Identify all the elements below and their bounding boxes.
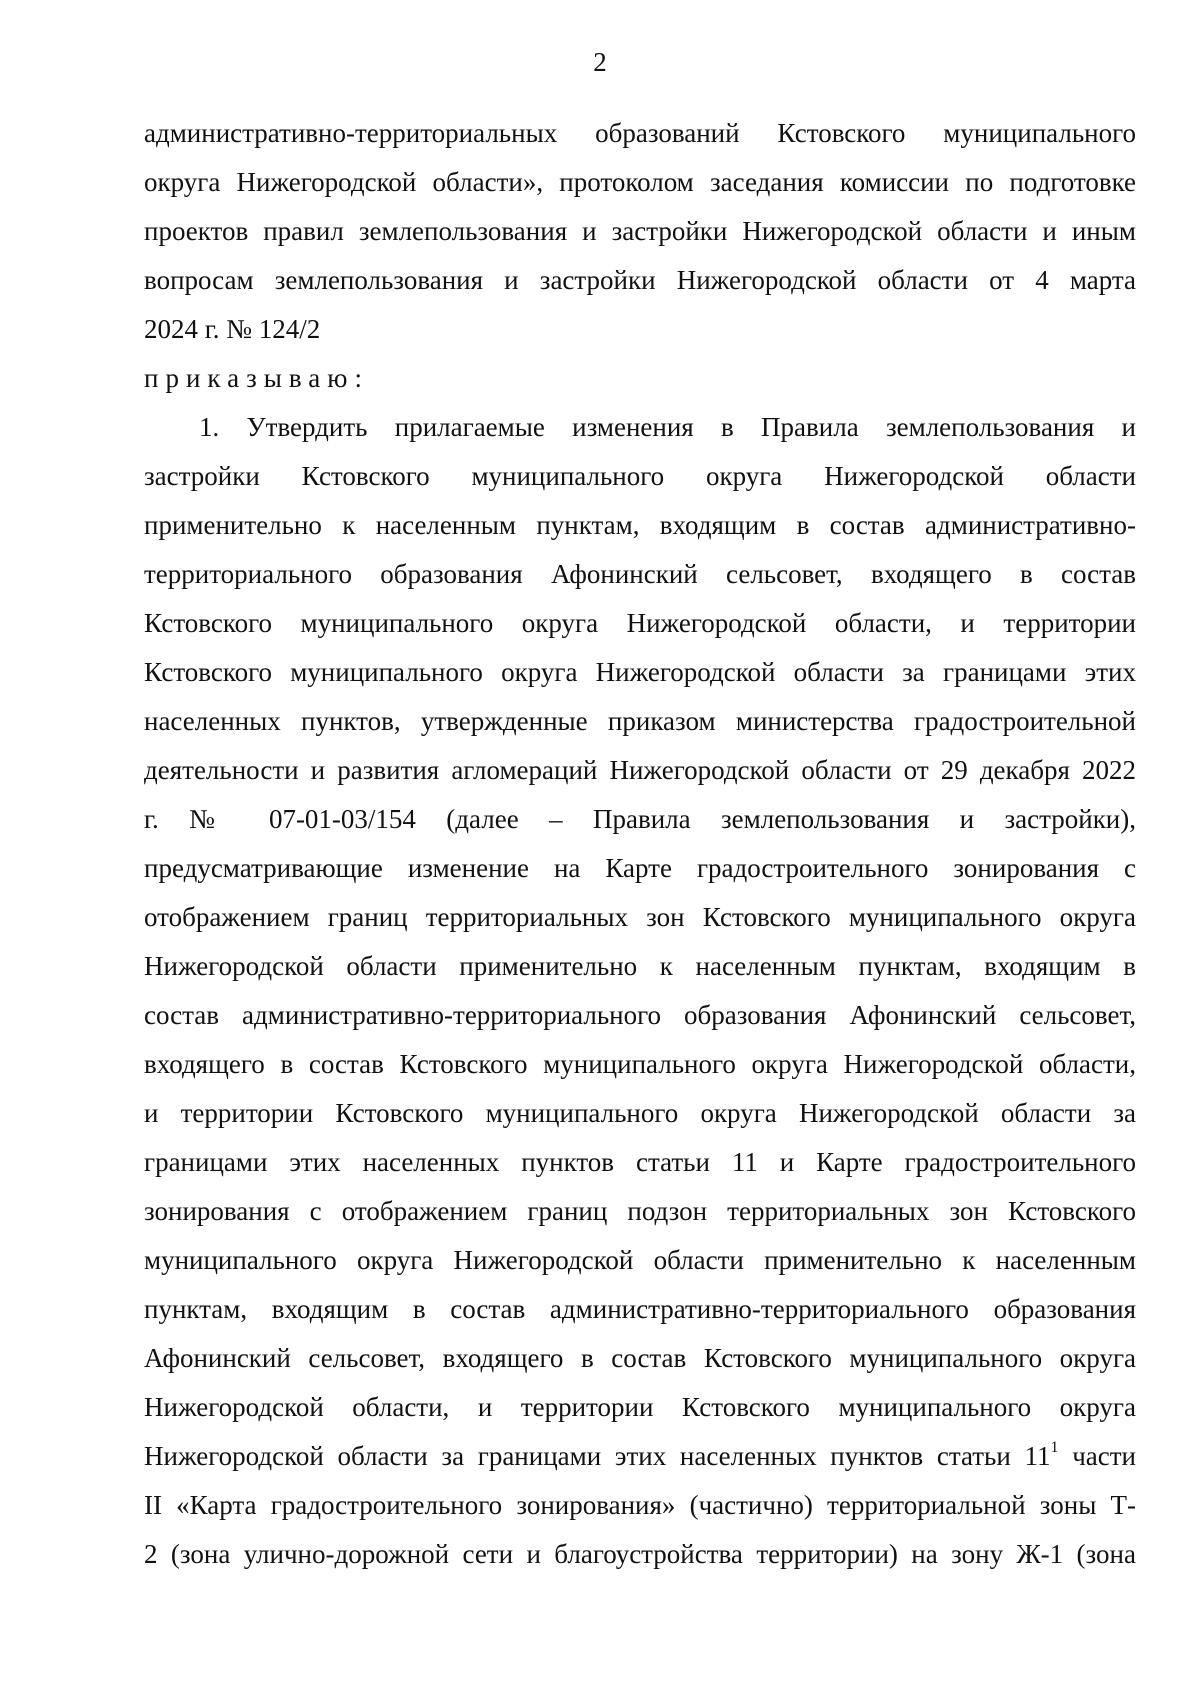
article-superscript: 1: [1050, 1439, 1059, 1456]
text-line: входящего в состав Кстовского муниципального округа Нижегородской области,: [144, 1049, 1136, 1079]
text-line: г. № 07-01-03/154 (далее – Правила землепользования и застройки),: [144, 804, 1136, 834]
text-line: территориального образования Афонинский сельсовет, входящего в состав: [144, 559, 1136, 589]
text-line: 1. Утвердить прилагаемые изменения в Правила землепользования и: [199, 412, 1136, 442]
page-number: 2: [593, 47, 607, 77]
text-line: Нижегородской области применительно к населенным пунктам, входящим в: [144, 951, 1136, 981]
document-body: [144, 109, 1136, 1579]
text-line: Нижегородской области, и территории Кстовского муниципального округа: [144, 1392, 1136, 1422]
text-line: применительно к населенным пунктам, входящим в состав административно-: [144, 510, 1136, 540]
order-word: приказываю:: [144, 363, 369, 393]
article-text-after: части: [1058, 1441, 1137, 1471]
intro-paragraph: [144, 109, 1136, 354]
text-line: деятельности и развития агломераций Нижегородской области от 29 декабря 2022: [144, 755, 1136, 785]
article-text-before: Нижегородской области за границами этих населенных пунктов статьи 11: [144, 1441, 1051, 1471]
text-line: Кстовского муниципального округа Нижегородской области за границами этих: [144, 657, 1136, 687]
text-line: границами этих населенных пунктов статьи 11 и Карте градостроительного: [144, 1147, 1136, 1177]
text-line: 2024 г. № 124/2: [144, 314, 321, 344]
text-line: состав административно-территориального образования Афонинский сельсовет,: [144, 1000, 1136, 1030]
text-line: зонирования с отображением границ подзон территориальных зон Кстовского: [144, 1196, 1136, 1226]
item-1-paragraph: [144, 403, 1136, 1579]
text-line: пунктам, входящим в состав административно-территориального образования: [144, 1294, 1136, 1324]
text-line: предусматривающие изменение на Карте градостроительного зонирования с: [144, 853, 1136, 883]
text-line: Афонинский сельсовет, входящего в состав Кстовского муниципального округа: [144, 1343, 1136, 1373]
text-line: и территории Кстовского муниципального округа Нижегородской области за: [144, 1098, 1136, 1128]
text-line: отображением границ территориальных зон Кстовского муниципального округа: [144, 902, 1136, 932]
text-line: муниципального округа Нижегородской области применительно к населенным: [144, 1245, 1136, 1275]
text-line: вопросам землепользования и застройки Нижегородской области от 4 марта: [144, 265, 1136, 295]
text-line-article: [144, 1432, 1136, 1481]
text-line: проектов правил землепользования и застройки Нижегородской области и иным: [144, 216, 1136, 246]
text-line: округа Нижегородской области», протоколом заседания комиссии по подготовке: [144, 167, 1136, 197]
text-line: Кстовского муниципального округа Нижегородской области, и территории: [144, 608, 1136, 638]
text-line: II «Карта градостроительного зонирования» (частично) территориальной зоны Т-: [144, 1490, 1136, 1520]
text-line: застройки Кстовского муниципального округа Нижегородской области: [144, 461, 1136, 491]
text-line: населенных пунктов, утвержденные приказом министерства градостроительной: [144, 706, 1136, 736]
text-line: 2 (зона улично-дорожной сети и благоустройства территории) на зону Ж-1 (зона: [144, 1539, 1136, 1569]
text-line: административно-территориальных образований Кстовского муниципального: [144, 118, 1136, 148]
